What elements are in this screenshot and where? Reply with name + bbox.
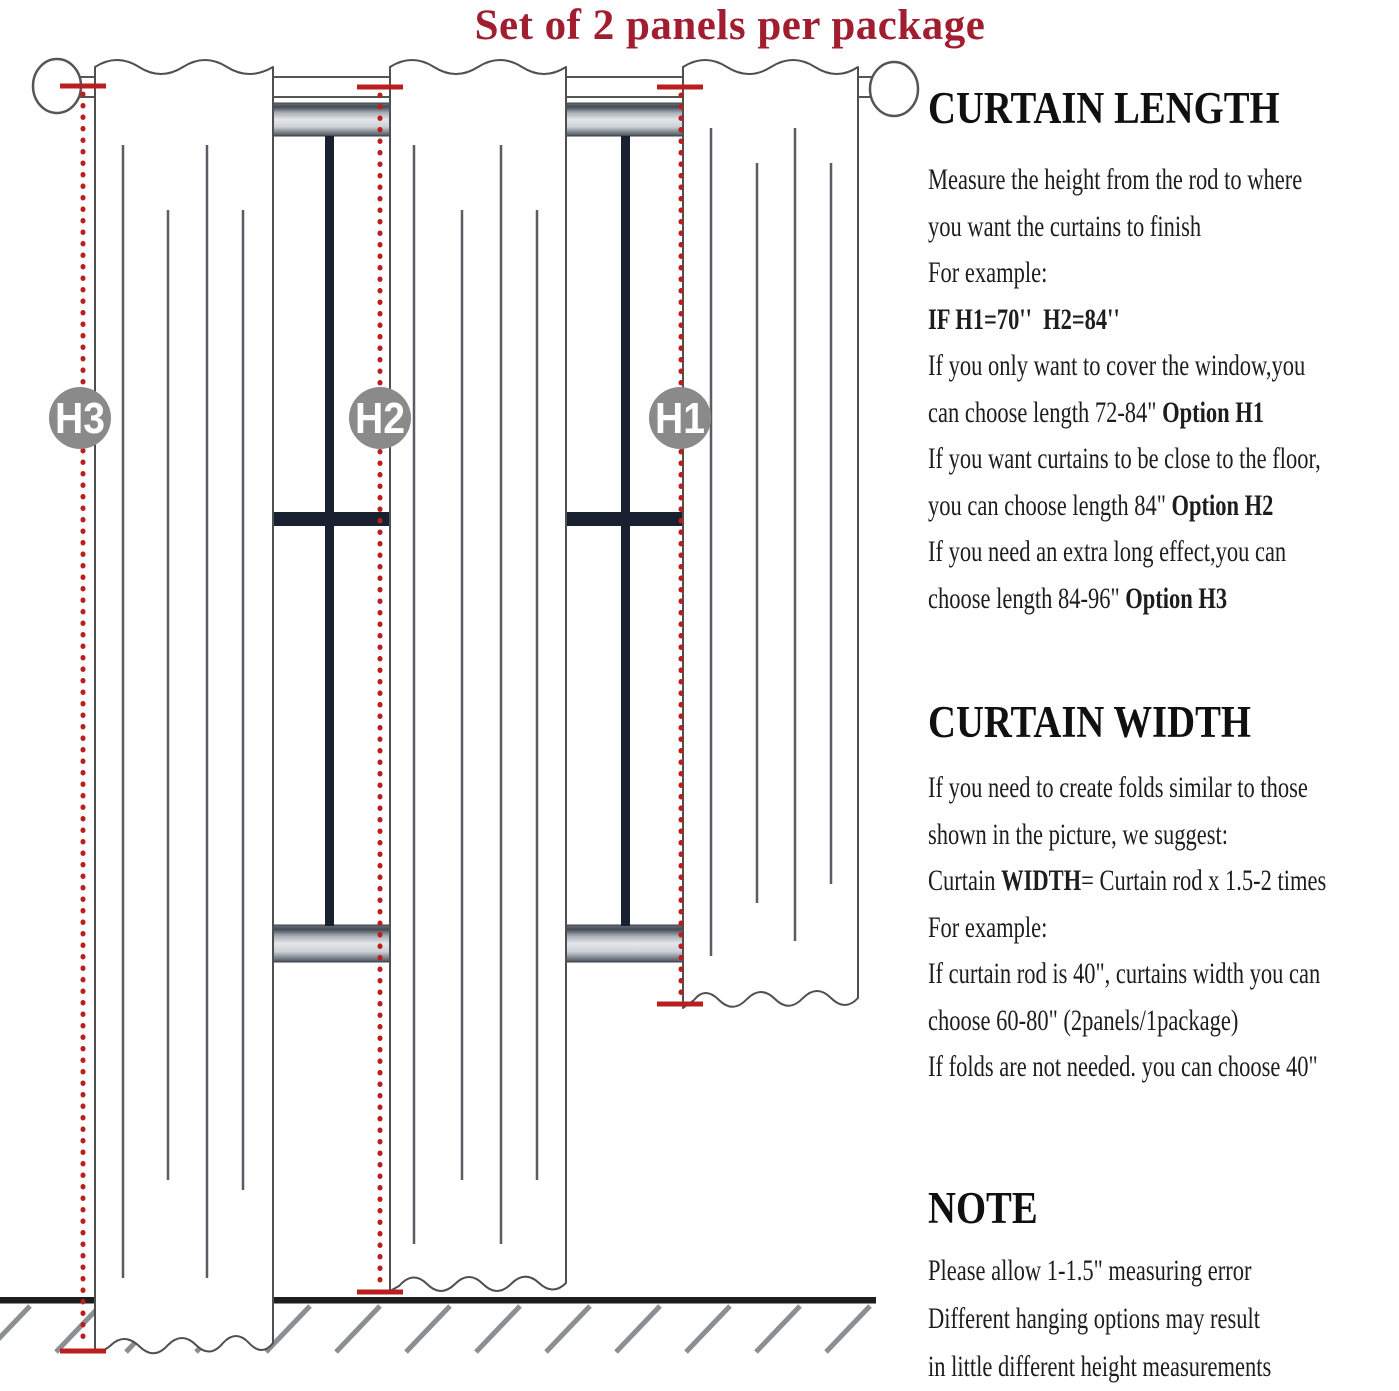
curtain-length-heading: CURTAIN LENGTH bbox=[928, 83, 1280, 133]
note-text bbox=[928, 1247, 1399, 1391]
curtain-width-heading: CURTAIN WIDTH bbox=[928, 697, 1251, 747]
text-line: If folds are not needed. you can choose 40" bbox=[928, 1050, 1318, 1083]
badge-h3-label: H3 bbox=[55, 394, 105, 443]
text-line: shown in the picture, we suggest: bbox=[928, 817, 1228, 851]
window-mullion-left bbox=[325, 136, 334, 926]
curtain-width-text bbox=[928, 765, 1399, 1091]
curtain-panel-h3 bbox=[95, 60, 273, 1353]
text-line: Measure the height from the rod to where bbox=[928, 163, 1303, 196]
section-curtain-length bbox=[928, 83, 1399, 622]
curtain-length-text bbox=[928, 157, 1399, 622]
instructions-column bbox=[928, 70, 1399, 1391]
text-line: Curtain WIDTH= Curtain rod x 1.5-2 times bbox=[928, 864, 1327, 897]
text-line: Different hanging options may result bbox=[928, 1301, 1261, 1335]
window-mullion-right bbox=[621, 136, 630, 926]
section-curtain-width bbox=[928, 697, 1399, 1091]
text-line: you want the curtains to finish bbox=[928, 209, 1202, 243]
curtain-panel-h1 bbox=[683, 60, 858, 1008]
badge-h2 bbox=[349, 387, 411, 449]
text-line: in little different height measurements bbox=[928, 1349, 1272, 1383]
badge-h2-label: H2 bbox=[355, 394, 405, 443]
text-line: choose 60-80" (2panels/1package) bbox=[928, 1003, 1239, 1037]
text-line: If curtain rod is 40", curtains width you can bbox=[928, 957, 1321, 990]
text-line: For example: bbox=[928, 256, 1048, 289]
finial-right-icon bbox=[870, 62, 918, 116]
text-line: choose length 84-96" Option H3 bbox=[928, 581, 1228, 615]
text-line: For example: bbox=[928, 910, 1048, 944]
text-line: IF H1=70'' H2=84'' bbox=[928, 302, 1120, 336]
text-line: you can choose length 84" Option H2 bbox=[928, 488, 1274, 522]
text-line: If you want curtains to be close to the floor, bbox=[928, 442, 1321, 475]
badge-h1 bbox=[649, 387, 711, 449]
section-note bbox=[928, 1182, 1399, 1391]
text-line: can choose length 72-84" Option H1 bbox=[928, 395, 1265, 429]
text-line: If you only want to cover the window,you bbox=[928, 349, 1306, 382]
text-line: If you need to create folds similar to those bbox=[928, 771, 1308, 804]
badge-h3 bbox=[49, 387, 111, 449]
text-line: If you need an extra long effect,you can bbox=[928, 535, 1287, 568]
text-line: Please allow 1-1.5" measuring error bbox=[928, 1253, 1252, 1287]
badge-h1-label: H1 bbox=[655, 394, 705, 443]
note-heading: NOTE bbox=[928, 1182, 1038, 1233]
curtain-panel-h2 bbox=[390, 60, 566, 1291]
page-title: Set of 2 panels per package bbox=[474, 2, 986, 49]
